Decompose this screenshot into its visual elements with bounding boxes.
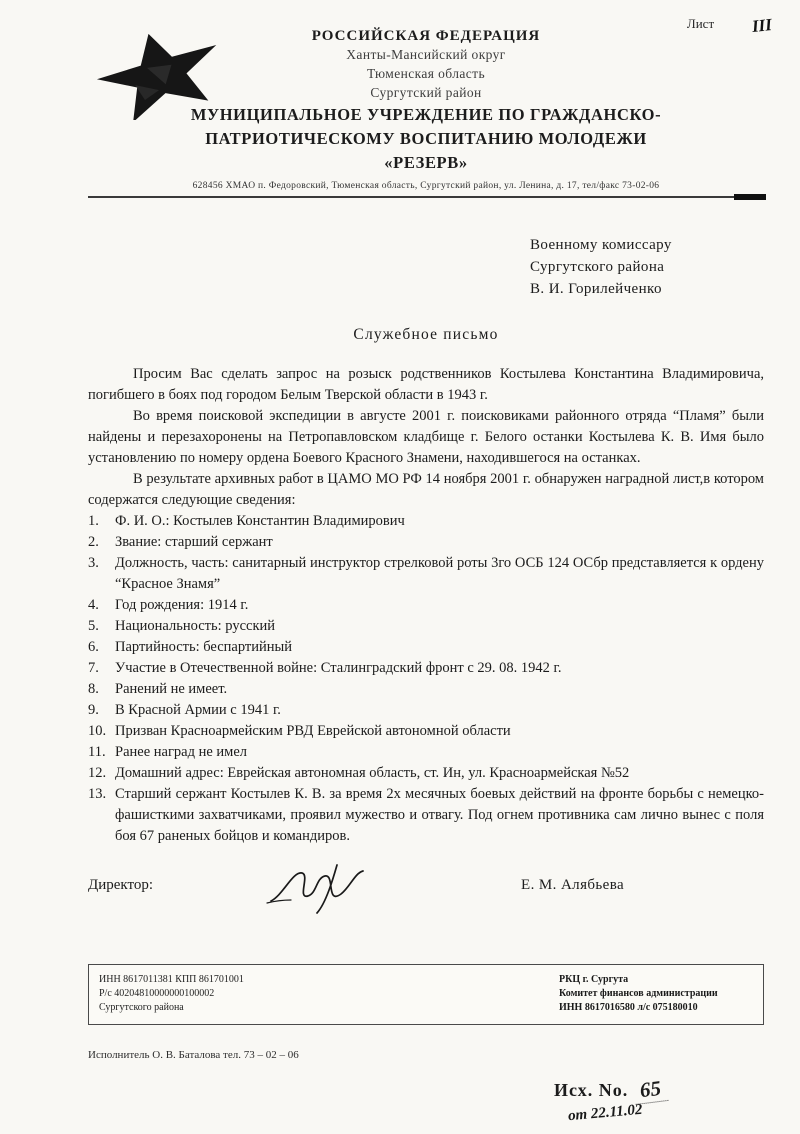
outgoing-number-label: Исх. No. [554, 1080, 629, 1100]
recipient-line-1: Военному комиссару [530, 237, 672, 253]
item-text: В Красной Армии с 1941 г. [115, 702, 281, 718]
star-icon [90, 26, 230, 120]
requisites-right [559, 973, 751, 1015]
item-number: 1. [88, 513, 99, 529]
outgoing-number-handwritten: 65 [633, 1075, 669, 1105]
recipient-line-2: Сургутского района [530, 259, 665, 275]
item-number: 10. [88, 723, 107, 739]
list-item [88, 595, 764, 616]
org-name-line2: ПАТРИОТИЧЕСКОМУ ВОСПИТАНИЮ МОЛОДЕЖИ [205, 129, 647, 148]
list-item [88, 658, 764, 679]
item-text: Ранее наград не имел [115, 744, 248, 760]
header-okrug: Ханты-Мансийский округ [346, 47, 506, 62]
outgoing-block [554, 1075, 764, 1125]
requisites-inn2: ИНН 8617016580 л/с 075180010 [559, 1002, 698, 1013]
item-number: 13. [88, 786, 107, 802]
item-number: 7. [88, 660, 99, 676]
item-text: Домашний адрес: Еврейская автономная область, ст. Ин, ул. Красноармейская №52 [115, 765, 630, 781]
list-item [88, 700, 764, 721]
item-text: Звание: старший сержант [115, 534, 273, 550]
letter-title: Служебное письмо [353, 326, 499, 343]
item-number: 9. [88, 702, 99, 718]
item-number: 3. [88, 555, 99, 571]
item-text: Старший сержант Костылев К. В. за время 2х месячных боевых действий на фронте борьбы с немецко-фашисткими захватчиками, проявил мужество и отвагу. Под огнем противника сам лично вынес с поля боя 67 раненых бойцов и командиров. [115, 786, 764, 844]
requisites-committee: Комитет финансов администрации [559, 988, 718, 999]
recipient-line-3: В. И. Горилейченко [530, 281, 662, 297]
requisites-left [99, 973, 559, 1015]
item-text: Должность, часть: санитарный инструктор стрелковой роты 3го ОСБ 124 ОСбр представляется к ордену “Красное Знамя” [115, 555, 764, 592]
requisites-raion: Сургутского района [99, 1002, 184, 1013]
paragraph-2: Во время поисковой экспедиции в августе 2001 г. поисковиками районного отряда “Пламя” были найдены и перезахоронены на Петропавловском кладбище г. Белого останки Костылева К. В. Имя было установлению по номеру ордена Боевого Красного Знамени, находившегося на останках. [88, 408, 764, 466]
item-number: 11. [88, 744, 106, 760]
requisites-box [88, 964, 764, 1025]
item-text: Ранений не имеет. [115, 681, 228, 697]
outgoing-date-handwritten: от 22.11.02 [567, 1101, 644, 1125]
item-text: Национальность: русский [115, 618, 276, 634]
header-rule-end-dash [734, 194, 766, 200]
item-text: Ф. И. О.: Костылев Константин Владимирович [115, 513, 405, 529]
header-rule [88, 196, 764, 198]
item-text: Призван Красноармейским РВД Еврейской автономной области [115, 723, 511, 739]
letter-body [88, 364, 764, 511]
item-text: Партийность: беспартийный [115, 639, 293, 655]
requisites-rkc: РКЦ г. Сургута [559, 974, 629, 985]
list-item [88, 721, 764, 742]
header-raion: Сургутский район [370, 85, 482, 100]
header-address: 628456 ХМАО п. Федоровский, Тюменская область, Сургутский район, ул. Ленина, д. 17, тел/факс 73-02-06 [192, 181, 660, 191]
paragraph-1: Просим Вас сделать запрос на розыск родственников Костылева Константина Владимировича, погибшего в боях под городом Белым Тверской области в 1943 г. [88, 366, 764, 403]
list-item [88, 616, 764, 637]
list-item [88, 637, 764, 658]
requisites-account: Р/с 40204810000000100002 [99, 988, 215, 999]
item-number: 6. [88, 639, 99, 655]
header-oblast: Тюменская область [366, 66, 486, 81]
director-signature-icon [265, 863, 383, 920]
list-item [88, 532, 764, 553]
item-text: Год рождения: 1914 г. [115, 597, 249, 613]
org-name-line1: МУНИЦИПАЛЬНОЕ УЧРЕЖДЕНИЕ ПО ГРАЖДАНСКО- [190, 105, 662, 124]
list-item [88, 742, 764, 763]
item-number: 5. [88, 618, 99, 634]
star-emblem-icon [90, 26, 230, 120]
requisites-inn-kpp: ИНН 8617011381 КПП 861701001 [99, 974, 244, 985]
item-number: 2. [88, 534, 99, 550]
org-name-line3: «РЕЗЕРВ» [384, 153, 468, 172]
signature-row [88, 877, 764, 920]
list-item [88, 511, 764, 532]
list-item [88, 784, 764, 847]
sheet-label: Лист [686, 16, 715, 31]
director-label: Директор: [88, 877, 154, 893]
item-text: Участие в Отечественной войне: Сталинградский фронт с 29. 08. 1942 г. [115, 660, 562, 676]
recipient-block [530, 234, 764, 300]
header-country: РОССИЙСКАЯ ФЕДЕРАЦИЯ [311, 28, 541, 44]
award-sheet-list [88, 511, 764, 847]
item-number: 12. [88, 765, 107, 781]
list-item [88, 679, 764, 700]
item-number: 8. [88, 681, 99, 697]
list-item [88, 763, 764, 784]
director-name: Е. М. Алябьева [521, 877, 625, 893]
sheet-number-handwritten: III [751, 15, 773, 36]
item-number: 4. [88, 597, 99, 613]
paragraph-3: В результате архивных работ в ЦАМО МО РФ 14 ноября 2001 г. обнаружен наградной лист,в котором содержатся следующие сведения: [88, 471, 764, 508]
executor-line: Исполнитель О. В. Баталова тел. 73 – 02 – 06 [88, 1049, 299, 1061]
sheet-header [687, 16, 772, 36]
list-item [88, 553, 764, 595]
outgoing-number-line [554, 1077, 764, 1103]
